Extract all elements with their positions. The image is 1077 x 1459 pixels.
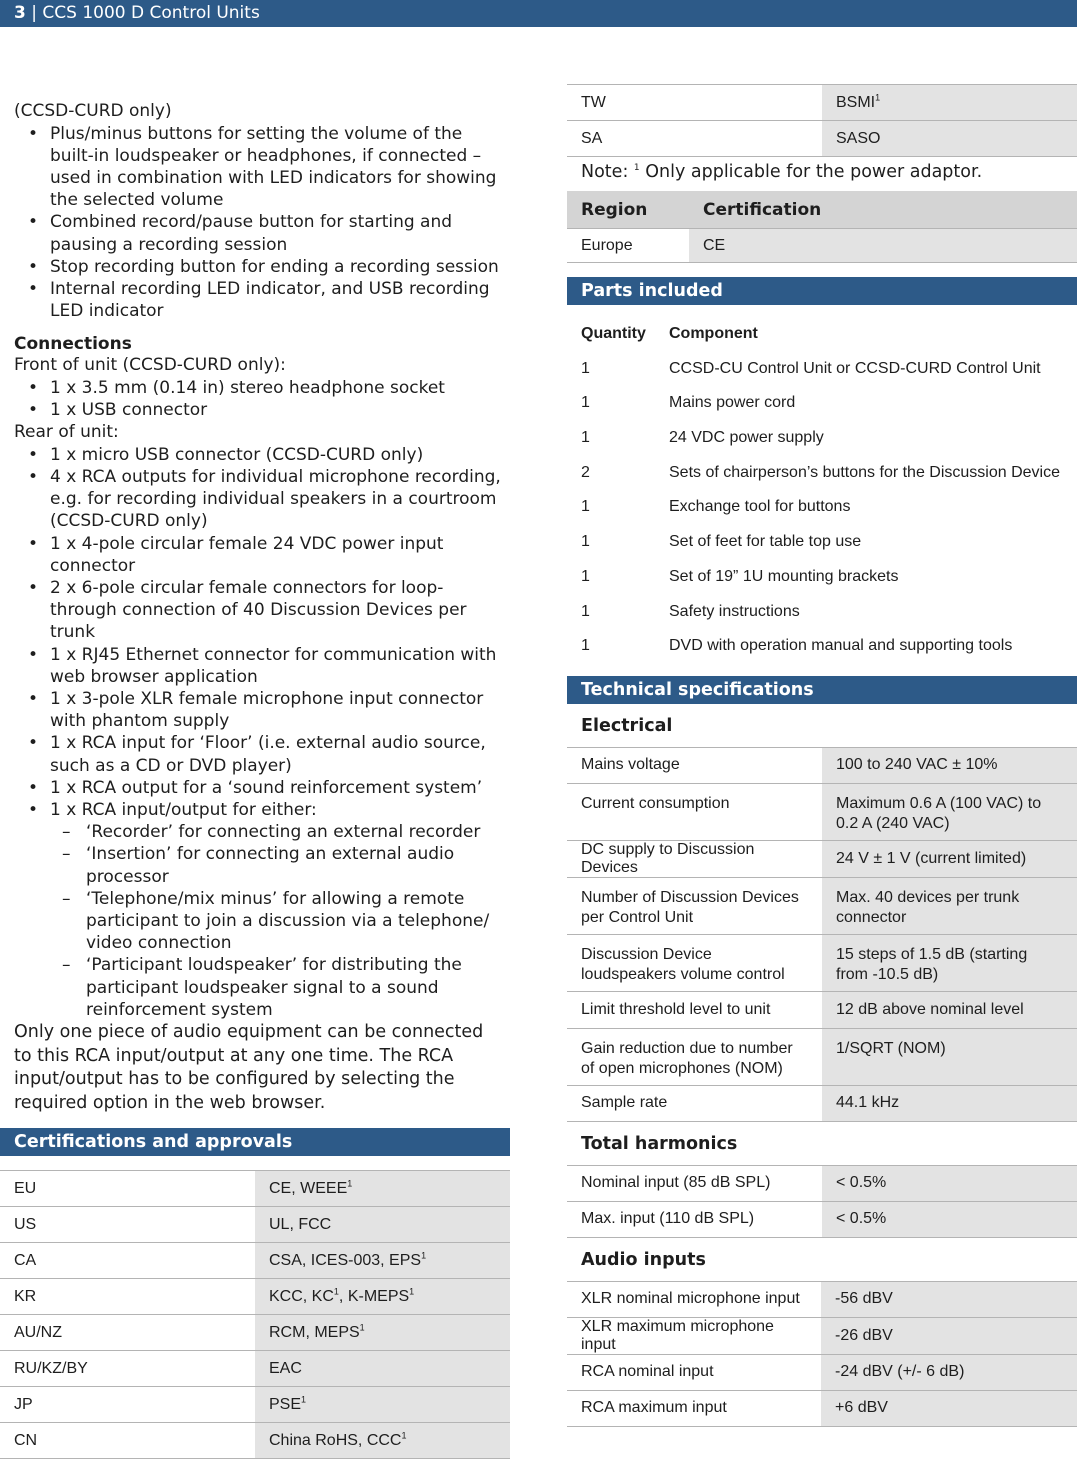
cert-region: US <box>0 1207 255 1243</box>
list-item: • 2 x 6-pole circular female connectors for loop-through connection of 40 Discussion Devices per trunk <box>50 577 510 644</box>
table-row <box>567 877 1077 934</box>
spec-label: Max. input (110 dB SPL) <box>567 1201 822 1237</box>
cert-region: RU/KZ/BY <box>0 1351 255 1387</box>
list-item: • 1 x 3-pole XLR female microphone input connector with phantom supply <box>50 688 510 732</box>
table-row <box>0 1243 510 1279</box>
audio-inputs-table <box>567 1282 1077 1427</box>
cert-value: BSMI$^1$ <box>822 85 1077 121</box>
closing-paragraph: Only one piece of audio equipment can be connected to this RCA input/output at any one time. The RCA input/output has to be configured by selecting the required option in the web browser. <box>14 1022 484 1113</box>
region-cell: Europe <box>567 229 689 263</box>
list-item: 1 Exchange tool for buttons <box>581 498 851 516</box>
table-row <box>0 1315 510 1351</box>
spec-value: Max. 40 devices per trunk connector <box>822 877 1077 934</box>
table-row <box>0 1279 510 1315</box>
list-item: • 1 x RCA output for a ‘sound reinforcement system’ <box>50 777 510 799</box>
spec-value: -24 dBV (+/- 6 dB) <box>821 1354 1077 1390</box>
list-item: • 1 x USB connector <box>50 399 510 421</box>
table-row <box>0 1387 510 1423</box>
list-item: – ‘Insertion’ for connecting an external audio processor <box>86 843 510 887</box>
connections-heading: Connections <box>14 334 132 355</box>
feature-list <box>0 123 510 323</box>
spec-value: +6 dBV <box>821 1390 1077 1426</box>
component-header: Component <box>669 325 758 342</box>
list-item: 1 Safety instructions <box>581 602 800 620</box>
harmonics-specs-table <box>567 1166 1077 1238</box>
spec-label: Current consumption <box>567 783 822 840</box>
list-item: – ‘Participant loudspeaker’ for distributing the participant loudspeaker signal to a sound reinforcement system <box>86 954 510 1021</box>
spec-label: XLR nominal microphone input <box>567 1282 821 1318</box>
cert-region: TW <box>567 85 822 121</box>
total-harmonics-heading: Total harmonics <box>567 1122 1077 1166</box>
table-row <box>0 1207 510 1243</box>
audio-inputs-heading: Audio inputs <box>567 1238 1077 1282</box>
list-item: • 1 x 3.5 mm (0.14 in) stereo headphone socket <box>50 377 510 399</box>
rca-options-list <box>50 821 510 1021</box>
certifications-table <box>0 1170 510 1459</box>
spec-value: 15 steps of 1.5 dB (starting from -10.5 dB) <box>822 934 1077 991</box>
list-item: • 1 x RJ45 Ethernet connector for communication with web browser application <box>50 644 510 688</box>
spec-value: 44.1 kHz <box>822 1085 1077 1121</box>
table-row <box>567 229 1077 263</box>
table-row <box>567 1201 1077 1237</box>
table-row <box>567 1317 1077 1354</box>
table-row <box>567 1390 1077 1426</box>
spec-value: 12 dB above nominal level <box>822 991 1077 1028</box>
cert-value: CSA, ICES-003, EPS$^1$ <box>255 1243 510 1279</box>
certification-column-header: Certification <box>689 191 1077 229</box>
cert-value: RCM, MEPS$^1$ <box>255 1315 510 1351</box>
table-row <box>0 1423 510 1459</box>
table-row <box>567 85 1077 121</box>
technical-specifications-heading: Technical specifications <box>567 676 1077 704</box>
list-item: 2 Sets of chairperson’s buttons for the Discussion Device <box>581 463 1061 481</box>
parts-list <box>567 305 1077 664</box>
parts-header-row <box>567 317 1077 352</box>
list-item: 1 Mains power cord <box>581 394 796 412</box>
header-separator: | <box>25 3 43 23</box>
cert-region: AU/NZ <box>0 1315 255 1351</box>
cert-value: SASO <box>822 121 1077 157</box>
table-row <box>567 1028 1077 1085</box>
spec-value: < 0.5% <box>822 1166 1077 1202</box>
cert-value: UL, FCC <box>255 1207 510 1243</box>
spec-label: Gain reduction due to number of open microphones (NOM) <box>567 1028 822 1085</box>
spec-label: Nominal input (85 dB SPL) <box>567 1166 822 1202</box>
table-row <box>567 121 1077 157</box>
list-item: 1 Set of 19” 1U mounting brackets <box>581 567 899 585</box>
certification-cell: CE <box>689 229 1077 263</box>
spec-value: 1/SQRT (NOM) <box>822 1028 1077 1085</box>
table-row <box>0 1171 510 1207</box>
footnote: Note: $^1$ Only applicable for the power adaptor. <box>581 162 983 182</box>
electrical-heading: Electrical <box>567 704 1077 748</box>
spec-label: Mains voltage <box>567 748 822 784</box>
right-column <box>567 84 1077 1427</box>
list-item: 1 CCSD-CU Control Unit or CCSD-CURD Control Unit <box>581 359 1041 377</box>
list-item: 1 24 VDC power supply <box>581 429 824 447</box>
spec-value: 24 V ± 1 V (current limited) <box>822 840 1077 877</box>
cert-value: CE, WEEE$^1$ <box>255 1171 510 1207</box>
list-item: • Internal recording LED indicator, and USB recording LED indicator <box>50 278 510 322</box>
spec-value: -26 dBV <box>821 1317 1077 1354</box>
table-row <box>567 1282 1077 1318</box>
region-column-header: Region <box>567 191 689 229</box>
table-row <box>567 1354 1077 1390</box>
spec-value: 100 to 240 VAC ± 10% <box>822 748 1077 784</box>
rca-io-label: 1 x RCA input/output for either: <box>50 799 317 820</box>
cert-value: PSE$^1$ <box>255 1387 510 1423</box>
front-connections-list <box>0 377 510 421</box>
spec-label: XLR maximum microphone input <box>567 1317 821 1354</box>
spec-label: Number of Discussion Devices per Control Unit <box>567 877 822 934</box>
region-table <box>567 191 1077 263</box>
table-row <box>0 1351 510 1387</box>
list-item: • 1 x RCA input for ‘Floor’ (i.e. external audio source, such as a CD or DVD player) <box>50 732 510 776</box>
spec-label: Sample rate <box>567 1085 822 1121</box>
table-row <box>567 934 1077 991</box>
cert-region: CA <box>0 1243 255 1279</box>
certifications-heading: Certifications and approvals <box>0 1128 510 1156</box>
cert-region: SA <box>567 121 822 157</box>
rear-connections-list <box>0 444 510 1021</box>
list-item: • Plus/minus buttons for setting the volume of the built-in loudspeaker or headphones, if connected – used in combination with LED indicators for showing the selected volume <box>50 123 510 212</box>
spec-label: RCA nominal input <box>567 1354 821 1390</box>
spec-label: DC supply to Discussion Devices <box>567 840 822 877</box>
cert-region: KR <box>0 1279 255 1315</box>
cert-value: China RoHS, CCC$^1$ <box>255 1423 510 1459</box>
table-row <box>567 1085 1077 1121</box>
page-header <box>0 0 1077 27</box>
spec-label: Discussion Device loudspeakers volume control <box>567 934 822 991</box>
table-row <box>567 1166 1077 1202</box>
intro-line: (CCSD-CURD only) <box>14 101 172 121</box>
left-column <box>0 100 510 1459</box>
rear-label: Rear of unit: <box>14 422 119 443</box>
list-item: 1 Set of feet for table top use <box>581 533 862 551</box>
cert-region: EU <box>0 1171 255 1207</box>
list-item: • 1 x 4-pole circular female 24 VDC power input connector <box>50 533 510 577</box>
list-item: • 1 x micro USB connector (CCSD-CURD only) <box>50 444 510 466</box>
table-row <box>567 840 1077 877</box>
table-row <box>567 991 1077 1028</box>
table-header-row <box>567 191 1077 229</box>
spec-label: Limit threshold level to unit <box>567 991 822 1028</box>
table-row <box>567 748 1077 784</box>
table-row <box>567 783 1077 840</box>
certifications-table-continued <box>567 84 1077 157</box>
spec-value: Maximum 0.6 A (100 VAC) to 0.2 A (240 VAC) <box>822 783 1077 840</box>
cert-region: CN <box>0 1423 255 1459</box>
list-item <box>50 799 510 1021</box>
spec-value: < 0.5% <box>822 1201 1077 1237</box>
list-item: • Combined record/pause button for starting and pausing a recording session <box>50 211 510 255</box>
quantity-header: Quantity <box>581 325 646 342</box>
spec-value: -56 dBV <box>821 1282 1077 1318</box>
cert-value: EAC <box>255 1351 510 1387</box>
list-item: • 4 x RCA outputs for individual microphone recording, e.g. for recording individual speakers in a courtroom (CCSD-CURD only) <box>50 466 510 533</box>
cert-value: KCC, $KC^1$, K-MEPS$^1$ <box>255 1279 510 1315</box>
list-item: – ‘Telephone/mix minus’ for allowing a remote participant to join a discussion via a telephone/ video connection <box>86 888 510 955</box>
electrical-specs-table <box>567 748 1077 1122</box>
list-item: • Stop recording button for ending a recording session <box>50 256 510 278</box>
parts-included-heading: Parts included <box>567 277 1077 305</box>
list-item: – ‘Recorder’ for connecting an external recorder <box>86 821 510 843</box>
document-title: CCS 1000 D Control Units <box>42 3 260 23</box>
front-label: Front of unit (CCSD-CURD only): <box>14 355 286 376</box>
cert-region: JP <box>0 1387 255 1423</box>
spec-label: RCA maximum input <box>567 1390 821 1426</box>
list-item: 1 DVD with operation manual and supporting tools <box>581 637 1013 655</box>
page-number: 3 <box>14 3 26 23</box>
